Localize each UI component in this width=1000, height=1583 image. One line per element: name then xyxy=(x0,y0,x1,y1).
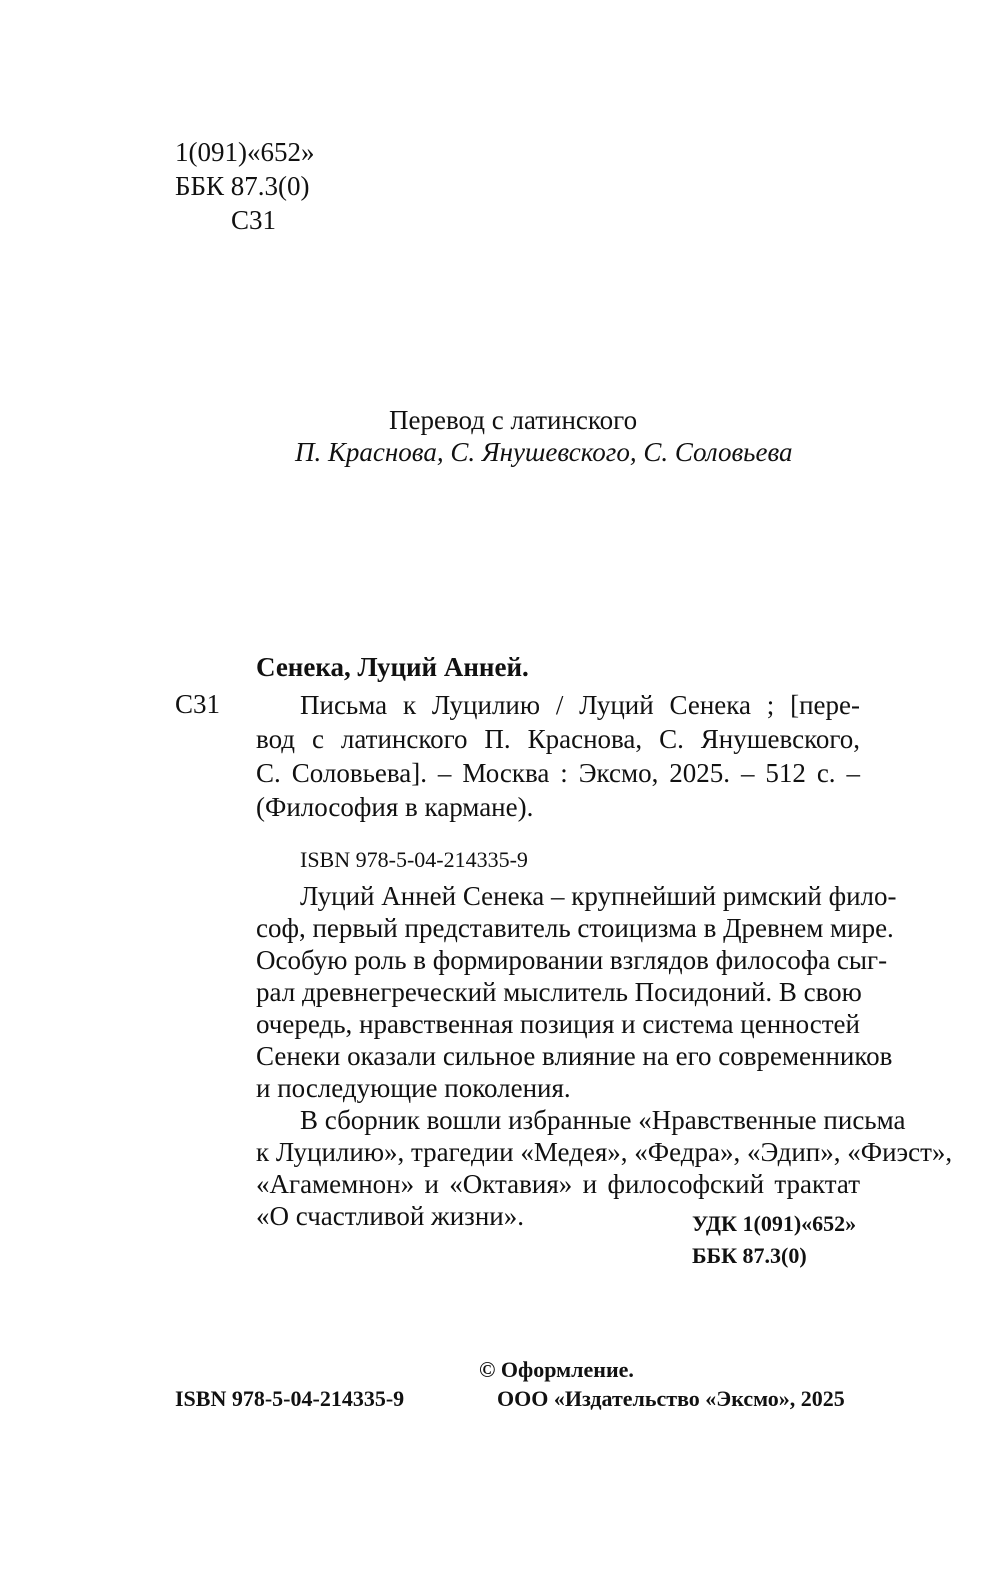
description-line: С. Соловьева]. – Москва : Эксмо, 2025. – 512 с. – xyxy=(256,758,860,788)
annotation-line: «Агамемнон» и «Октавия» и философский трактат xyxy=(256,1169,860,1199)
translation-label: Перевод с латинского xyxy=(389,405,638,435)
annotation-line: и последующие поколения. xyxy=(256,1073,571,1103)
catalog-author-mark: С31 xyxy=(175,689,221,719)
index-udc: УДК 1(091)«652» xyxy=(692,1211,857,1236)
annotation-line: очередь, нравственная позиция и система ценностей xyxy=(256,1009,860,1039)
copyright-line-1: © Оформление. xyxy=(479,1357,634,1382)
annotation-line: Особую роль в формировании взглядов философа сыг- xyxy=(256,945,888,975)
annotation-line: Луций Анней Сенека – крупнейший римский фило- xyxy=(300,881,897,911)
description-line: Письма к Луцилию / Луций Сенека ; [пере- xyxy=(300,690,860,720)
udc-code: 1(091)«652» xyxy=(175,137,315,167)
footer-isbn: ISBN 978-5-04-214335-9 xyxy=(175,1386,405,1411)
annotation xyxy=(256,880,953,1232)
annotation-line: Сенеки оказали сильное влияние на его современников xyxy=(256,1041,893,1071)
annotation-line: «О счастливой жизни». xyxy=(256,1201,524,1231)
bbk-code: ББК 87.3(0) xyxy=(175,171,310,201)
annotation-line: к Луцилию», трагедии «Медея», «Федра», «Эдип», «Фиэст», xyxy=(256,1137,953,1167)
annotation-line: В сборник вошли избранные «Нравственные письма xyxy=(300,1105,906,1135)
author-mark: С31 xyxy=(231,205,277,235)
description-line: вод с латинского П. Краснова, С. Янушевского, xyxy=(256,724,860,754)
catalog-isbn: ISBN 978-5-04-214335-9 xyxy=(300,847,528,872)
description-line: (Философия в кармане). xyxy=(256,792,534,822)
annotation-line: соф, первый представитель стоицизма в Древнем мире. xyxy=(256,913,894,943)
annotation-line: рал древнегреческий мыслитель Посидоний. В свою xyxy=(256,977,862,1007)
index-bbk: ББК 87.3(0) xyxy=(692,1243,807,1268)
translators: П. Краснова, С. Янушевского, С. Соловьева xyxy=(295,437,793,467)
catalog-description xyxy=(256,688,860,824)
author-heading: Сенека, Луций Анней. xyxy=(256,652,529,682)
copyright-line-2: ООО «Издательство «Эксмо», 2025 xyxy=(497,1386,845,1411)
